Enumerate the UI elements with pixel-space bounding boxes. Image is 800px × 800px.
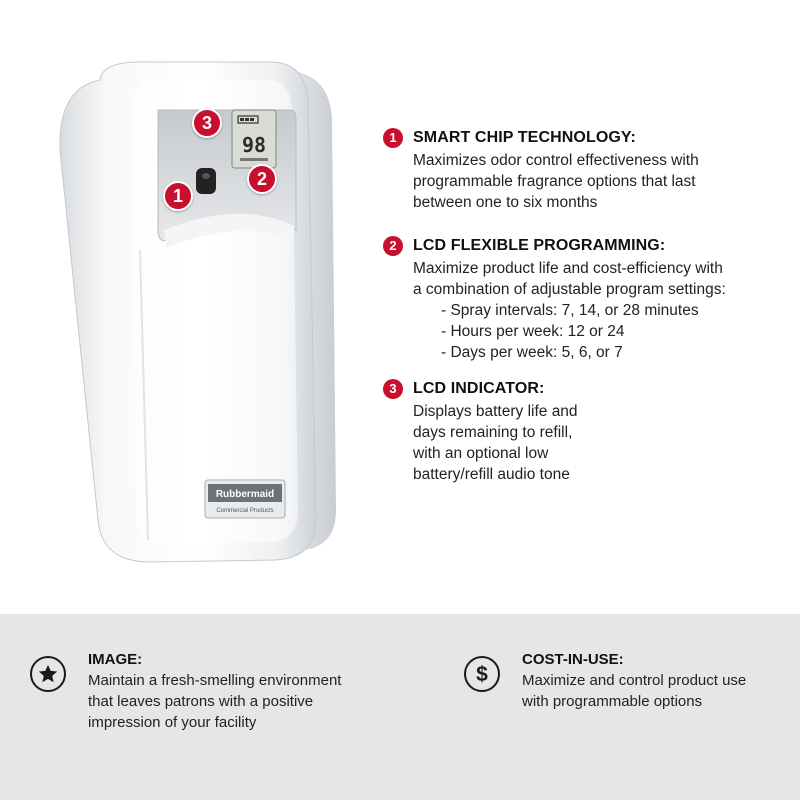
feature-number-badge: 1 [383, 128, 403, 148]
feature-line: Maximizes odor control effectiveness with [413, 152, 699, 169]
dollar-icon [464, 656, 500, 692]
brand-subtitle: Commercial Products [216, 508, 274, 514]
benefit-line: Maximize and control product use [522, 672, 747, 689]
feature-line: with an optional low [413, 445, 549, 462]
feature-lcd-programming [383, 234, 783, 363]
setting-item: - Spray intervals: 7, 14, or 28 minutes [441, 302, 699, 319]
benefit-line: Maintain a fresh-smelling environment [88, 672, 342, 689]
callout-marker-3: 3 [192, 108, 222, 138]
benefit-line: impression of your facility [88, 714, 257, 731]
feature-number-badge: 3 [383, 379, 403, 399]
benefits-band [0, 614, 800, 800]
brand-plate [205, 480, 285, 518]
callout-marker-1: 1 [163, 181, 193, 211]
benefit-description [522, 670, 746, 712]
feature-title: LCD FLEXIBLE PROGRAMMING: [413, 237, 666, 254]
feature-line: battery/refill audio tone [413, 466, 570, 483]
setting-item: - Hours per week: 12 or 24 [441, 323, 625, 340]
feature-line: between one to six months [413, 194, 598, 211]
feature-title: SMART CHIP TECHNOLOGY: [413, 129, 636, 146]
dispenser-illustration [40, 40, 360, 580]
setting-item: - Days per week: 5, 6, or 7 [441, 344, 623, 361]
benefit-image [30, 650, 341, 733]
feature-description [413, 401, 783, 485]
feature-smart-chip [383, 126, 783, 213]
benefit-line: that leaves patrons with a positive [88, 693, 314, 710]
feature-line: Displays battery life and [413, 403, 578, 420]
feature-description [413, 150, 783, 213]
benefit-title: IMAGE: [88, 651, 143, 668]
callout-marker-2: 2 [247, 164, 277, 194]
benefit-description [88, 670, 341, 733]
sensor-button [196, 168, 216, 194]
feature-line: days remaining to refill, [413, 424, 573, 441]
feature-line: programmable fragrance options that last [413, 173, 696, 190]
svg-text:$: $ [476, 663, 488, 686]
feature-lcd-indicator [383, 377, 783, 485]
benefit-line: with programmable options [522, 693, 703, 710]
feature-description [413, 258, 783, 363]
feature-number-badge: 2 [383, 236, 403, 256]
feature-line: a combination of adjustable program settings: [413, 281, 726, 298]
lcd-digits: 98 [241, 133, 267, 157]
benefit-cost-in-use [464, 650, 746, 712]
brand-name: Rubbermaid [215, 489, 275, 500]
feature-line: Maximize product life and cost-efficiency with [413, 260, 723, 277]
benefit-title: COST-IN-USE: [522, 651, 624, 668]
star-icon [30, 656, 66, 692]
feature-title: LCD INDICATOR: [413, 380, 545, 397]
